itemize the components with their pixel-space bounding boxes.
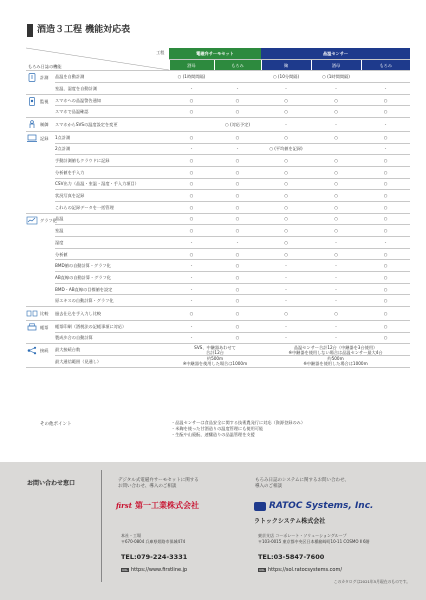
- product-thermo-set-header: 電磁弁サーモセット: [169, 48, 261, 59]
- ratoc-address: [258, 533, 370, 544]
- first-lead: [118, 478, 199, 490]
- support-cell: ○: [214, 307, 261, 321]
- table-row: [26, 283, 410, 295]
- feature-label: スマホからSVSの温度設定を変更: [55, 118, 169, 132]
- feature-label: スマホへの品温警告通知: [55, 94, 169, 106]
- support-cell: ○: [214, 272, 261, 284]
- support-cell: -: [311, 295, 361, 307]
- first-url-text[interactable]: https://www.firstline.jp: [130, 567, 188, 573]
- support-cell: ○: [261, 225, 311, 237]
- support-cell: -: [361, 237, 410, 249]
- support-cell: ○: [214, 295, 261, 307]
- support-cell: ○: [361, 166, 410, 178]
- subheader-koji: 麹: [261, 59, 311, 71]
- category-cell: [26, 94, 55, 117]
- footer-divider: [101, 470, 102, 582]
- table-row: [26, 272, 410, 284]
- feature-label: 原エキスの自動計算・グラフ化: [55, 295, 169, 307]
- support-cell: ○: [311, 166, 361, 178]
- support-cell: ○: [214, 106, 261, 118]
- support-cell: ○ (1時間間隔): [169, 71, 214, 83]
- support-cell: ○: [261, 131, 311, 143]
- ratoc-url-tag: URL: [259, 568, 265, 572]
- support-cell: -: [261, 295, 311, 307]
- ratoc-logo: [254, 501, 373, 511]
- support-cell: ○: [361, 178, 410, 190]
- support-cell: ○: [311, 178, 361, 190]
- category-cell: [26, 307, 55, 321]
- first-url-tag: URL: [122, 568, 128, 572]
- category-cell: [26, 118, 55, 132]
- support-cell: -: [311, 272, 361, 284]
- support-cell: ○: [214, 332, 261, 344]
- support-cell: ○: [169, 166, 214, 178]
- other-point-2: ・米麹を使った甘酒造りの温度管理にも使用可能: [171, 426, 264, 431]
- support-cell: -: [169, 283, 214, 295]
- support-cell: ○: [169, 131, 214, 143]
- support-cell: [361, 71, 410, 83]
- support-cell: ○: [361, 295, 410, 307]
- support-cell: ○: [261, 213, 311, 225]
- support-cell: ○ (対応予定): [214, 118, 261, 132]
- other-point-1: ・品温センサーは食品安全に関する技術農発行に対応（資源登録のみ）: [171, 420, 306, 425]
- support-cell: -: [169, 332, 214, 344]
- support-cell: -: [311, 283, 361, 295]
- support-cell: ○ (10分間隔): [261, 71, 311, 83]
- support-cell: ○: [261, 190, 311, 202]
- support-cell: ○: [261, 94, 311, 106]
- feature-label: BMD・AB直線の目標値を設定: [55, 283, 169, 295]
- feature-label: CSV出力（品温・室温・湿度・手入力項目）: [55, 178, 169, 190]
- support-cell: -: [169, 260, 214, 272]
- category-label: グラフ化: [40, 217, 57, 223]
- ratoc-url-text[interactable]: https://sol.ratocsystems.com/: [267, 567, 343, 573]
- category-label: 記録: [40, 135, 49, 141]
- table-row: [26, 260, 410, 272]
- title-accent-bar: [27, 24, 33, 37]
- category-cell: [26, 71, 55, 94]
- support-cell: ○: [169, 201, 214, 213]
- graph-icon: [26, 216, 38, 225]
- support-cell: -: [169, 143, 214, 155]
- product-temp-sensor-header: 品温センサー: [261, 48, 410, 59]
- support-cell: ○: [214, 225, 261, 237]
- support-cell: ○: [169, 307, 214, 321]
- first-logo: [116, 500, 199, 511]
- feature-label: スマホで品温確認: [55, 106, 169, 118]
- support-cell: -: [311, 118, 361, 132]
- header-diagonal-cell: [26, 48, 169, 71]
- support-cell: ○: [169, 190, 214, 202]
- feature-label: 室温、湿度を自動計測: [55, 83, 169, 95]
- category-label: 帳票: [40, 324, 49, 330]
- support-cell: ○: [261, 178, 311, 190]
- first-url-link[interactable]: [121, 567, 187, 573]
- subheader-shubo-b: 酒母: [311, 59, 361, 71]
- support-cell: ○: [214, 260, 261, 272]
- table-row: [26, 71, 410, 83]
- support-cell: ○: [169, 248, 214, 260]
- table-row: [26, 237, 410, 249]
- feature-label: 品温: [55, 213, 169, 225]
- support-cell: ○: [361, 190, 410, 202]
- page-title: 酒造３工程 機能対応表: [37, 25, 131, 35]
- table-row: [26, 118, 410, 132]
- table-row: [26, 295, 410, 307]
- support-cell: -: [169, 295, 214, 307]
- table-row: [26, 155, 410, 167]
- support-cell: ○: [361, 307, 410, 321]
- catalog-date-note: このカタログは2021年5月現在のものです。: [333, 579, 410, 584]
- support-cell: -: [169, 237, 214, 249]
- support-cell: ○: [261, 307, 311, 321]
- first-lead-line-1: デジタル式電磁弁サーモセットに関する: [118, 478, 199, 483]
- compare-icon: [26, 309, 38, 318]
- support-cell: ○: [361, 213, 410, 225]
- table-row: [26, 332, 410, 344]
- table-row: [26, 166, 410, 178]
- support-cell: -: [261, 283, 311, 295]
- support-cell: -: [261, 320, 311, 332]
- ratoc-logo-text: RATOC Systems, Inc.: [269, 501, 374, 511]
- header-kotei-label: 工程: [156, 50, 165, 55]
- other-points-label: その他ポイント: [40, 422, 72, 427]
- support-cell: ○: [311, 225, 361, 237]
- subheader-shubo-a: 酒母: [169, 59, 214, 71]
- support-cell: -: [361, 143, 410, 155]
- support-cell: ○: [169, 225, 214, 237]
- support-cell: ○: [311, 106, 361, 118]
- ratoc-company-name: ラトックシステム株式会社: [254, 518, 326, 525]
- support-cell: ○: [361, 94, 410, 106]
- support-cell: ○: [169, 94, 214, 106]
- feature-label: 2点計測: [55, 143, 169, 155]
- support-cell: ○: [311, 190, 361, 202]
- table-row: [26, 94, 410, 106]
- support-cell: ○: [361, 320, 410, 332]
- support-cell: -: [361, 118, 410, 132]
- table-row: [26, 143, 410, 155]
- other-point-3: ・生酛や山廃酛、速醸造りの品温管理を支援: [171, 432, 255, 437]
- table-row: [26, 131, 410, 143]
- support-cell: ○: [169, 106, 214, 118]
- support-cell: ○: [214, 213, 261, 225]
- table-row: [26, 344, 410, 356]
- category-label: 接続: [40, 348, 49, 354]
- connection-spec-sensor: 約500m ※中継器を使用した場合は1000m: [261, 355, 410, 367]
- support-cell: -: [311, 320, 361, 332]
- support-cell: ○: [311, 155, 361, 167]
- support-cell: ○: [311, 131, 361, 143]
- connection-spec-thermo: SVS、中継器あわせて 合計12台: [169, 344, 261, 356]
- support-cell: -: [214, 143, 261, 155]
- support-cell: ○: [261, 237, 311, 249]
- support-cell: ○: [169, 155, 214, 167]
- support-cell: ○: [214, 166, 261, 178]
- feature-label: 過去仕込を手入力し比較: [55, 307, 169, 321]
- feature-label: 1点計測: [55, 131, 169, 143]
- support-cell: -: [214, 83, 261, 95]
- feature-label: 手動計測値もクラウドに記録: [55, 155, 169, 167]
- support-cell: ○: [311, 201, 361, 213]
- subheader-moromi-a: もろみ: [214, 59, 261, 71]
- feature-table: [26, 48, 410, 368]
- feature-label: これらの記録データを一括管理: [55, 201, 169, 213]
- feature-label: 状況写真を記録: [55, 190, 169, 202]
- category-label: 計測: [40, 75, 49, 81]
- support-cell: ○: [261, 155, 311, 167]
- support-cell: -: [261, 332, 311, 344]
- header-function-label: もろみ日誌の機能: [28, 64, 62, 70]
- support-cell: ○: [214, 248, 261, 260]
- connection-spec-sensor: 品温センサー合計12台（中継器を3台使用） ※中継器を使用しない場合は品温センサー最大4台: [261, 344, 410, 356]
- support-cell: ○: [169, 213, 214, 225]
- support-cell: ○: [361, 248, 410, 260]
- table-row: [26, 320, 410, 332]
- support-cell: ○: [214, 190, 261, 202]
- category-label: 監視: [40, 98, 49, 104]
- support-cell: ○: [361, 283, 410, 295]
- feature-label: 最大通信範囲（見通し）: [55, 355, 169, 367]
- support-cell: ○: [214, 155, 261, 167]
- support-cell: -: [169, 272, 214, 284]
- category-cell: [26, 320, 55, 343]
- support-cell: [169, 118, 214, 132]
- support-cell: ○: [261, 106, 311, 118]
- support-cell: -: [261, 272, 311, 284]
- subheader-moromi-b: もろみ: [361, 59, 410, 71]
- ratoc-address-line-2: 〒103-0015 東京都中央区日本橋箱崎町10-11 COSMO Ⅱ 6階: [258, 538, 370, 544]
- category-cell: [26, 344, 55, 367]
- ratoc-tel: TEL:03-5847-7600: [258, 553, 325, 561]
- feature-label: BMD値の自動計算・グラフ化: [55, 260, 169, 272]
- support-cell: ○: [261, 166, 311, 178]
- ratoc-lead-line-1: もろみ日誌のシステムに関するお問い合わせ、: [255, 478, 349, 483]
- table-row: [26, 201, 410, 213]
- table-row: [26, 190, 410, 202]
- support-cell: -: [261, 83, 311, 95]
- feature-label: 湿度: [55, 237, 169, 249]
- support-cell: ○: [214, 283, 261, 295]
- support-cell: ○: [361, 332, 410, 344]
- feature-label: 帳票印刷（酒税法の記帳事項に対応）: [55, 320, 169, 332]
- first-lead-line-2: お問い合わせ、導入のご相談: [118, 484, 177, 489]
- first-address-line-2: 〒670-0804 兵庫県姫路市保城474: [121, 538, 186, 544]
- support-cell: ○ (1時間間隔): [311, 71, 361, 83]
- feature-label: 分析値: [55, 248, 169, 260]
- support-cell: -: [169, 320, 214, 332]
- ratoc-lead-line-2: 導入のご相談: [255, 484, 282, 489]
- support-cell: -: [311, 237, 361, 249]
- laptop-record-icon: [26, 134, 38, 143]
- ratoc-address-line-1: 東京支店 コーポレート・ソリューショングループ: [258, 533, 347, 538]
- contact-heading: お問い合わせ窓口: [27, 480, 76, 487]
- support-cell: ○: [311, 213, 361, 225]
- network-icon: [26, 346, 38, 355]
- support-cell: ○: [169, 178, 214, 190]
- support-cell: -: [361, 83, 410, 95]
- support-cell: ○: [214, 178, 261, 190]
- feature-label: 分析値を手入力: [55, 166, 169, 178]
- feature-label: 品温を自動計測: [55, 71, 169, 83]
- support-cell: -: [261, 260, 311, 272]
- support-cell: ○: [361, 272, 410, 284]
- category-cell: [26, 131, 55, 213]
- support-cell: ○: [214, 201, 261, 213]
- category-cell: [26, 213, 55, 307]
- support-cell: ○: [361, 155, 410, 167]
- support-cell: [214, 71, 261, 83]
- table-row: [26, 248, 410, 260]
- table-row: [26, 355, 410, 367]
- support-cell: -: [311, 83, 361, 95]
- support-cell: ○: [214, 94, 261, 106]
- category-label: 比較: [40, 311, 49, 317]
- table-row: [26, 307, 410, 321]
- support-cell: ○: [361, 225, 410, 237]
- support-cell: -: [214, 237, 261, 249]
- printer-icon: [26, 323, 38, 332]
- connection-spec-thermo: 約500m ※中継器を使用した場合は1000m: [169, 355, 261, 367]
- hand-control-icon: [26, 120, 38, 129]
- table-row: [26, 225, 410, 237]
- ratoc-logo-mark-icon: [254, 502, 266, 511]
- first-logo-mark: first: [116, 501, 132, 510]
- support-cell: -: [311, 260, 361, 272]
- support-cell: ○: [311, 94, 361, 106]
- support-cell: ○: [214, 131, 261, 143]
- support-cell: [311, 143, 361, 155]
- feature-label: 最大接続台数: [55, 344, 169, 356]
- ratoc-lead: [255, 478, 349, 490]
- thermometer-icon: [26, 73, 38, 82]
- first-tel: TEL:079-224-3331: [121, 553, 188, 561]
- support-cell: ○: [361, 201, 410, 213]
- support-cell: ○: [361, 131, 410, 143]
- support-cell: ○: [261, 248, 311, 260]
- smartphone-alert-icon: [26, 97, 38, 106]
- table-row: [26, 106, 410, 118]
- support-cell: -: [261, 118, 311, 132]
- support-cell: ○ (平均値を記録): [261, 143, 311, 155]
- support-cell: ○: [311, 248, 361, 260]
- support-cell: ○: [214, 320, 261, 332]
- ratoc-url-link[interactable]: [258, 567, 342, 573]
- category-label: 制御: [40, 122, 49, 128]
- first-address: [121, 533, 185, 544]
- feature-label: AB直線の自動計算・グラフ化: [55, 272, 169, 284]
- support-cell: -: [169, 83, 214, 95]
- support-cell: -: [311, 332, 361, 344]
- support-cell: ○: [361, 106, 410, 118]
- feature-label: 室温: [55, 225, 169, 237]
- support-cell: ○: [361, 260, 410, 272]
- first-address-line-1: 本社・工場: [121, 533, 141, 538]
- support-cell: ○: [311, 307, 361, 321]
- table-header-row: [26, 48, 410, 59]
- table-row: [26, 83, 410, 95]
- feature-label: 製成歩合の自動計算: [55, 332, 169, 344]
- support-cell: ○: [261, 201, 311, 213]
- table-row: [26, 178, 410, 190]
- table-row: [26, 213, 410, 225]
- first-company-name: 第一工業株式会社: [134, 501, 199, 510]
